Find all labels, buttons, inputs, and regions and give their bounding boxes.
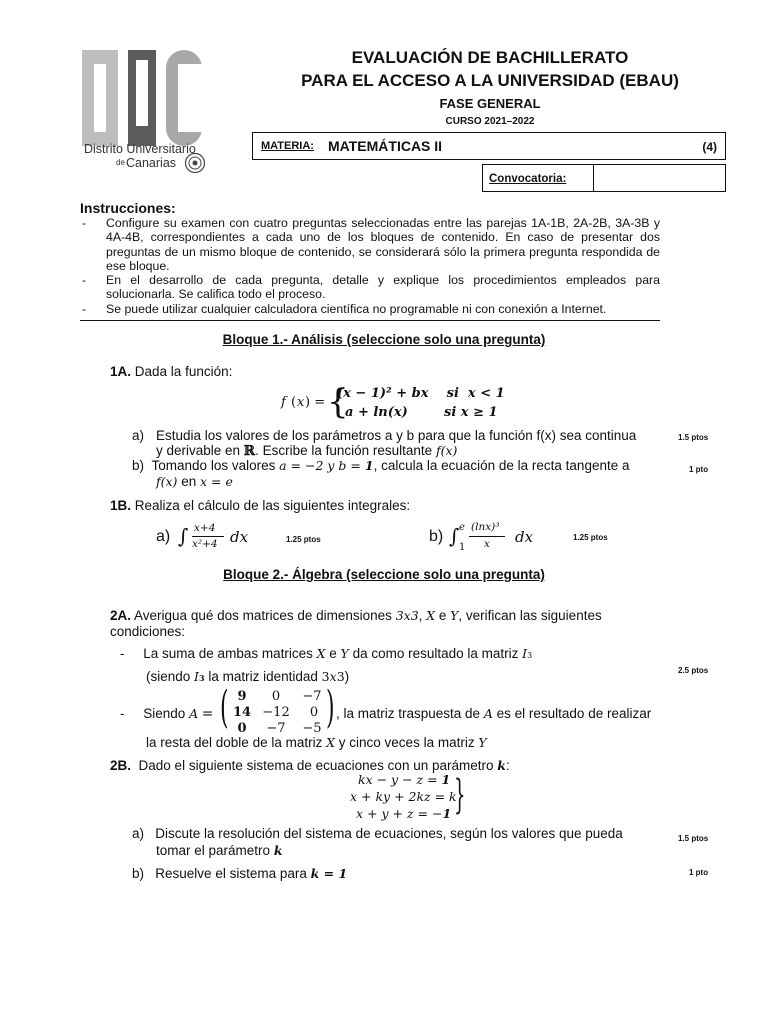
q1b-intro: 1B. Realiza el cálculo de las siguientes integrales:: [110, 498, 411, 513]
q2a-item1: - La suma de ambas matrices X e Y da como resultado la matriz I3: [120, 646, 533, 661]
instruction-item: - Configure su examen con cuatro preguntas seleccionadas entre las parejas 1A-1B, 2A-2B, 3A-3B y 4A-4B, correspondientes a cada uno de los bloques de contenido. En caso de presentar dos preguntas de un mismo bloque de contenido, se considerará sólo la primera pregunta respondida de ese bloque.: [82, 216, 660, 273]
q1a-part-b: b) Tomando los valores a = −2 y b = 1, calcula la ecuación de la recta tangente a: [132, 458, 630, 473]
instructions-title: Instrucciones:: [80, 200, 176, 216]
title-line1: EVALUACIÓN DE BACHILLERATO: [351, 48, 629, 67]
q1b-label: 1B.: [110, 498, 132, 513]
matrix-a: ( 9 0 −7 14 −12 0 0 −7 −5 ): [220, 682, 335, 736]
q2b-part-a-line2: tomar el parámetro k: [156, 843, 283, 858]
integral-a: a) ∫ x+4 x²+4 dx: [156, 522, 249, 550]
instructions-rule: [80, 320, 660, 321]
block1-title: Bloque 1.- Análisis (seleccione solo una pregunta): [222, 332, 546, 347]
q2a-item2: - Siendo A =: [120, 706, 214, 722]
convocatoria-box: [482, 164, 726, 192]
exam-code: (4): [702, 140, 717, 154]
q1a-b-points: 1 pto: [689, 465, 709, 474]
block2-title: Bloque 2.- Álgebra (seleccione solo una pregunta): [223, 567, 545, 582]
duc-logo-icon: [80, 46, 220, 146]
q1a-intro: 1A. Dada la función:: [110, 364, 233, 379]
logo: [80, 46, 220, 186]
instructions-box: [80, 216, 660, 316]
q2a-intro-line2: condiciones:: [110, 624, 186, 639]
seal-icon: [184, 152, 206, 174]
q2a-points: 2.5 ptos: [678, 666, 709, 675]
q2b-part-a: a) Discute la resolución del sistema de ecuaciones, según los valores que pueda: [132, 826, 623, 841]
q2b-a-points: 1.5 ptos: [678, 834, 709, 843]
logo-line2: de: [116, 158, 125, 167]
q2a-item2-line2: la resta del doble de la matriz X y cinco veces la matriz Y: [146, 735, 487, 750]
logo-line1: Distrito Universitario: [84, 142, 196, 156]
q2a-item1-line2: (siendo I3 la matriz identidad 3x3): [146, 669, 350, 684]
q1b-b-points: 1.25 ptos: [573, 533, 608, 542]
convocatoria-label: Convocatoria:: [489, 173, 567, 185]
fase: FASE GENERAL: [439, 96, 541, 111]
q2b-part-b: b) Resuelve el sistema para k = 1: [132, 866, 348, 881]
q1b-a-points: 1.25 ptos: [286, 535, 321, 544]
title-line2: PARA EL ACCESO A LA UNIVERSIDAD (EBAU): [301, 71, 679, 90]
q1a-a-points: 1.5 ptos: [678, 433, 709, 442]
curso: CURSO 2021–2022: [445, 116, 535, 127]
piecewise-function: f ( x ) = { (x − 1)² + bx si x < 1 a + ln(x) si x ≥ 1: [281, 382, 505, 422]
logo-line3: Canarias: [126, 156, 177, 170]
q2b-intro: 2B. Dado el siguiente sistema de ecuaciones con un parámetro k:: [110, 758, 510, 773]
q2a-intro: 2A. Averigua qué dos matrices de dimensiones 3x3, X e Y, verifican las siguientes: [110, 608, 602, 623]
q1a-part-a-line2: y derivable en ℝ. Escribe la función resultante f(x): [156, 443, 458, 459]
convocatoria-divider: [593, 165, 594, 191]
q2a-item2-rest: , la matriz traspuesta de A es el resultado de realizar: [336, 706, 652, 721]
q1a-label: 1A.: [110, 364, 132, 379]
q2b-b-points: 1 pto: [689, 868, 709, 877]
materia-value: MATEMÁTICAS II: [328, 138, 443, 154]
instruction-item: - En el desarrollo de cada pregunta, detalle y explique los procedimientos empleados para solucionarla. Se califica todo el proceso.: [82, 273, 660, 302]
instruction-item: - Se puede utilizar cualquier calculadora científica no programable ni con conexión a Internet.: [82, 301, 607, 316]
materia-label: MATERIA:: [261, 140, 314, 152]
materia-box: [252, 132, 726, 160]
equation-system: kx − y − z = 1 x + ky + 2kz = k x + y + z = −1 }: [350, 772, 466, 821]
integral-b: b) ∫ e 1 (lnx)³ x dx: [429, 521, 534, 553]
q1a-part-b-line2: f(x) en x = e: [156, 474, 233, 489]
